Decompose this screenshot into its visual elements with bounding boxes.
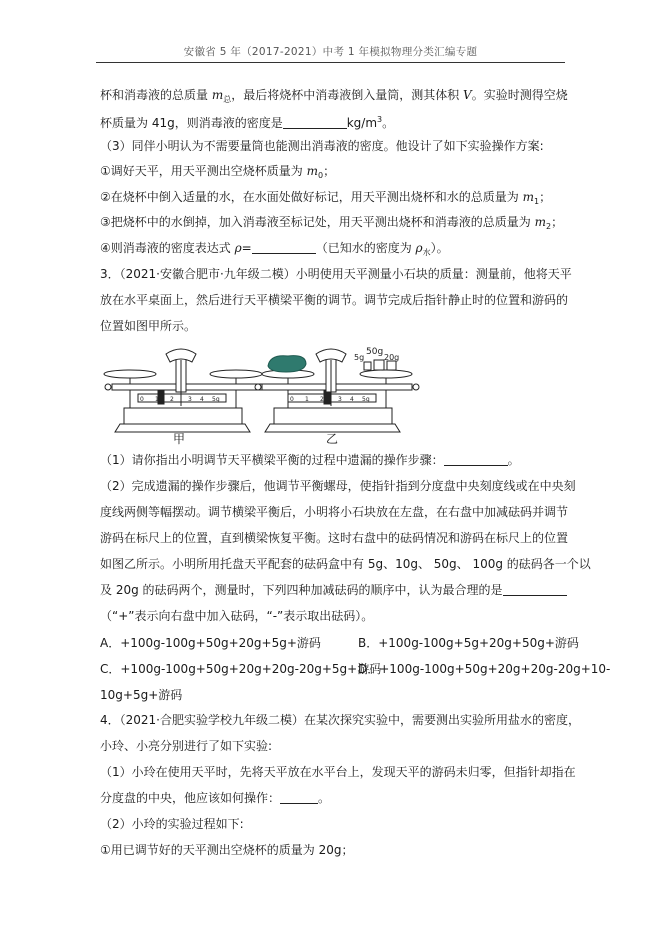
option-a[interactable]: A．+100g-100g+50g+20g+5g+游码 [100, 636, 321, 650]
text-segment: ； [323, 164, 336, 178]
balance-figure [100, 344, 560, 444]
text-line: （3）同伴小明认为不需要量筒也能测出消毒液的密度。他设计了如下实验操作方案: [100, 139, 544, 153]
math-symbol: m [534, 215, 546, 229]
weight-5g [364, 362, 371, 370]
text-segment: 。 [507, 453, 520, 467]
option-d-continued: 10g+5g+游码 [100, 688, 183, 702]
text-segment: = [241, 241, 252, 255]
question-4-sub2: ①用已调节好的天平测出空烧杯的质量为 20g； [100, 843, 354, 857]
text-segment: 及 20g 的砝码两个，测量时，下列四种加减砝码的顺序中，认为最合理的是 [100, 583, 503, 597]
answer-blank[interactable] [252, 241, 316, 254]
question-3-sub2: （“+”表示向右盘中加入砝码，“-”表示取出砝码）。 [100, 609, 374, 623]
beam [112, 384, 262, 390]
question-3-sub2: （2）完成遗漏的操作步骤后，他调节平衡螺母，使指针指到分度盘中央刻度线或在中央刻 [100, 479, 576, 493]
tick-label: 1 [305, 396, 309, 403]
question-4-sub1: （1）小玲在使用天平时，先将天平放在水平台上，发现天平的游码未归零，但指针却指在 [100, 765, 576, 779]
tick-label: 5g [212, 396, 220, 403]
tick-label: 2 [170, 396, 174, 403]
question-3-sub1 [100, 452, 520, 468]
balance-body [274, 408, 392, 424]
tick-label: 3 [338, 396, 342, 403]
header-divider [96, 62, 565, 63]
text-line [100, 112, 394, 131]
text-line [100, 189, 551, 210]
question-3-line: 放在水平桌面上，然后进行天平横梁平衡的调节。调节完成后指针静止时的位置和游码的 [100, 293, 569, 307]
question-3-line: 3．（2021·安徽合肥市·九年级二模）小明使用天平测量小石块的质量：测量前，他将天平 [100, 267, 572, 281]
balance-a [104, 349, 269, 432]
math-symbol: V [463, 88, 472, 102]
text-segment: 。实验时测得空烧 [471, 88, 568, 102]
subscript: 总 [223, 95, 232, 104]
figure-label-a: 甲 [173, 432, 186, 446]
math-symbol: ρ [234, 241, 242, 255]
question-3-sub2: 游码在标尺上的位置，直到横梁恢复平衡。这时右盘中的砝码情况和游码在标尺上的位置 [100, 531, 569, 545]
math-symbol: m [211, 88, 224, 102]
beam [262, 384, 412, 390]
math-symbol: ρ [415, 241, 423, 255]
stone [268, 356, 306, 372]
text-segment: ； [551, 215, 564, 229]
text-segment: ，最后将烧杯中消毒液倒入量筒，测其体积 [231, 88, 464, 102]
subscript: 2 [545, 222, 552, 231]
option-d[interactable]: D．+100g-100g+50g+20g+20g-20g+10- [358, 662, 611, 676]
question-4-line: 小玲、小亮分别进行了如下实验: [100, 739, 273, 753]
superscript: 3 [377, 115, 383, 124]
text-segment: （1）请你指出小明调节天平横梁平衡的过程中遗漏的操作步骤： [100, 453, 444, 467]
right-pan [210, 370, 262, 378]
tick-label: 4 [200, 396, 204, 403]
tick-label: 3 [188, 396, 192, 403]
balance-nut-right [413, 384, 419, 390]
balance-nut-left [255, 384, 261, 390]
text-segment: 。 [318, 791, 331, 805]
text-segment: 杯质量为 41g，则消毒液的密度是 [100, 116, 283, 130]
page-header: 安徽省 5 年（2017-2021）中考 1 年模拟物理分类汇编专题 [183, 46, 478, 58]
option-b[interactable]: B．+100g-100g+5g+20g+50g+游码 [358, 636, 579, 650]
text-line [100, 240, 449, 261]
question-3-sub2: 度线两侧等幅摆动。调节横梁平衡后，小明将小石块放在左盘，在右盘中加减砝码并调节 [100, 505, 569, 519]
text-line [100, 163, 335, 184]
math-symbol: m [522, 190, 534, 204]
tick-label: 5g [362, 396, 370, 403]
rider [158, 390, 164, 404]
answer-blank[interactable] [503, 583, 567, 596]
text-line [100, 214, 563, 235]
weight-20g [387, 361, 396, 370]
balance-body [124, 408, 242, 424]
text-segment: ； [539, 190, 552, 204]
text-segment: 杯和消毒液的总质量 [100, 88, 212, 102]
tick-label: 4 [350, 396, 354, 403]
text-segment: ①调好天平，用天平测出空烧杯质量为 [100, 164, 307, 178]
text-segment: ）。 [430, 241, 449, 255]
question-3-line: 位置如图甲所示。 [100, 319, 197, 333]
tick-label: 2 [320, 396, 324, 403]
unit: kg/m [346, 116, 378, 130]
text-segment: ④则消毒液的密度表达式 [100, 241, 235, 255]
question-3-sub2: 如图乙所示。小明所用托盘天平配套的砝码盒中有 5g、10g、 50g、 100g 的砝码各一个以 [100, 557, 591, 571]
question-3-sub2 [100, 582, 567, 598]
text-segment: ③把烧杯中的水倒掉，加入消毒液至标记处，用天平测出烧杯和消毒液的总质量为 [100, 215, 535, 229]
question-4-sub1 [100, 790, 330, 806]
text-segment: （已知水的密度为 [315, 241, 416, 255]
tick-label: 0 [290, 396, 294, 403]
tick-label: 0 [140, 396, 144, 403]
subscript: 水 [422, 248, 431, 257]
text-segment: 。 [382, 116, 395, 130]
option-c[interactable]: C．+100g-100g+50g+20g+20g-20g+5g+游码 [100, 662, 382, 676]
left-pan [104, 370, 156, 378]
answer-blank[interactable] [283, 116, 347, 129]
subscript: 0 [317, 171, 324, 180]
text-segment: ②在烧杯中倒入适量的水，在水面处做好标记，用天平测出烧杯和水的总质量为 [100, 190, 523, 204]
text-line [100, 87, 568, 108]
balance-nut-left [105, 384, 111, 390]
weight-50g [374, 360, 384, 370]
weight-label-50g: 50g [366, 347, 384, 357]
right-pan [360, 370, 412, 378]
text-segment: 分度盘的中央，他应该如何操作： [100, 791, 281, 805]
balance-diagram [100, 344, 560, 444]
weight-label-20g: 20g [384, 353, 400, 362]
question-4-sub2: （2）小玲的实验过程如下: [100, 817, 244, 831]
figure-label-b: 乙 [326, 432, 339, 446]
tick-label: 1 [155, 396, 159, 403]
answer-blank[interactable] [280, 791, 318, 804]
math-symbol: m [306, 164, 318, 178]
question-4-line: 4．（2021·合肥实验学校九年级二模）在某次探究实验中，需要测出实验所用盐水的密度， [100, 713, 580, 727]
weight-label-5g: 5g [354, 353, 365, 362]
subscript: 1 [533, 197, 540, 206]
answer-blank[interactable] [444, 453, 508, 466]
